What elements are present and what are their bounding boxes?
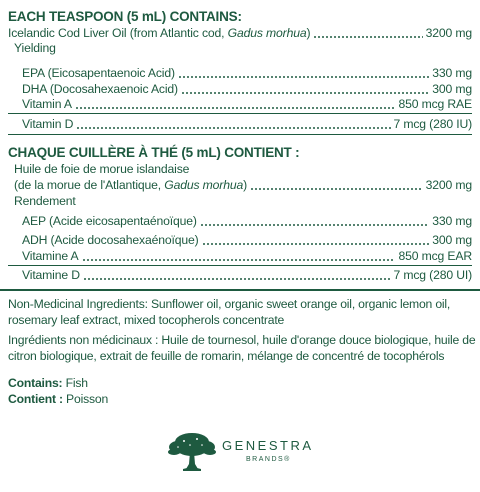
item-value: 330 mg [432,214,472,228]
english-heading: EACH TEASPOON (5 mL) CONTAINS: [8,9,242,24]
english-yielding: Yielding [14,41,56,55]
divider [8,265,472,266]
contains-label: Contains: [8,376,63,390]
french-item-row [22,268,472,283]
dot-leader [83,278,391,280]
divider [8,113,472,114]
item-label: Vitamin D [22,117,74,131]
dot-leader [313,36,422,38]
item-value: 7 mcg (280 IU) [393,117,472,131]
english-source-label: Icelandic Cod Liver Oil (from Atlantic cod, Gadus morhua) [8,26,311,40]
contains-fr [8,392,476,408]
non-medicinal-ingredients-fr: Ingrédients non médicinaux : Huile de tournesol, huile d'orange douce biologique, huile de citron biologique, extrait de feuille de romarin, mélange de concentré de tocophérols [8,333,476,363]
french-item-row [22,214,472,229]
french-item-row [22,233,472,248]
item-label: Vitamine D [22,268,80,282]
item-label: Vitamine A [22,249,79,263]
dot-leader [250,188,423,190]
tree-icon [166,428,218,480]
dot-leader [181,92,429,94]
brand-sub: BRANDS® [246,456,291,463]
english-item-row [22,97,472,112]
item-value: 300 mg [432,233,472,247]
english-item-row [22,66,472,81]
non-medicinal-ingredients-en: Non-Medicinal Ingredients: Sunflower oil, organic sweet orange oil, organic lemon oil, rosemary leaf extract, mixed tocopherols concentrate [8,297,451,327]
item-label: DHA (Docosahexaenoic Acid) [22,82,178,96]
contains-value: Poisson [62,392,109,406]
item-value: 850 mcg RAE [398,97,472,111]
item-label: Vitamin A [22,97,72,111]
french-source-row [14,178,472,193]
dot-leader [178,76,429,78]
item-value: 7 mcg (280 UI) [393,268,472,282]
contains-value: Fish [62,376,88,390]
english-source-value: 3200 mg [425,26,472,40]
divider [8,134,472,135]
dot-leader [82,259,396,261]
english-item-row [22,117,472,132]
item-value: 300 mg [432,82,472,96]
english-item-row [22,82,472,97]
french-item-row [22,249,472,264]
contains-en [8,376,476,392]
contains-label: Contient : [8,392,63,406]
section-divider [0,289,480,291]
item-label: ADH (Acide docosahexaénoïque) [22,233,199,247]
french-heading: CHAQUE CUILLÈRE À THÉ (5 mL) CONTIENT : [8,145,300,160]
dot-leader [75,107,396,109]
dot-leader [202,243,430,245]
item-label: AEP (Acide eicosapentaénoïque) [22,214,197,228]
brand-name: GENESTRA [222,438,314,453]
item-label: EPA (Eicosapentaenoic Acid) [22,66,175,80]
french-yielding: Rendement [14,194,76,208]
dot-leader [76,127,390,129]
english-source-row [8,26,472,41]
dot-leader [200,224,429,226]
item-value: 850 mcg EAR [398,249,472,263]
item-value: 330 mg [432,66,472,80]
brand-logo [166,428,326,484]
french-source-line1: Huile de foie de morue islandaise [14,162,190,176]
french-source-value: 3200 mg [425,178,472,192]
french-source-label: (de la morue de l'Atlantique, Gadus morhua) [14,178,248,192]
